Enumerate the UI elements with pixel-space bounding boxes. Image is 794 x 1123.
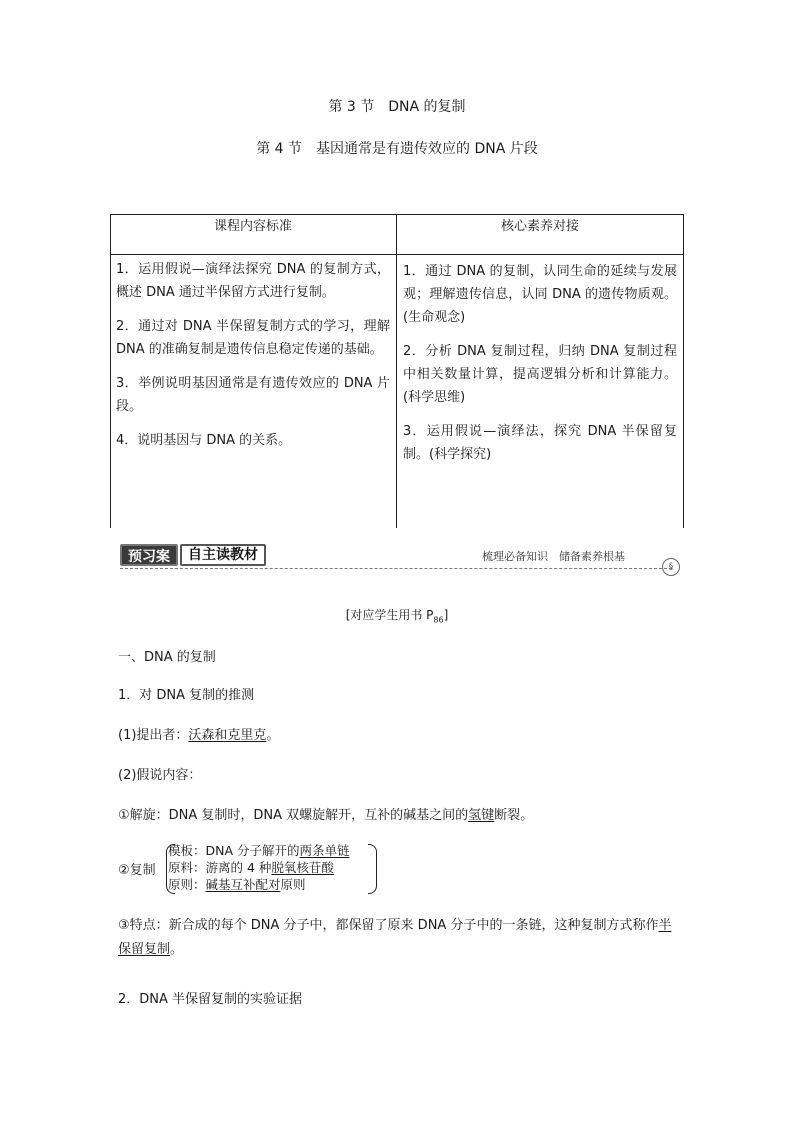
answer-blank: 碱基互补配对 xyxy=(205,877,281,892)
material-row: 原料：游离的 4 种脱氧核苷酸 xyxy=(168,860,334,875)
principle-row: 原则：碱基互补配对原则 xyxy=(168,877,306,892)
seal-icon: § xyxy=(662,558,680,576)
unwind-line: ①解旋：DNA 复制时，DNA 双螺旋解开，互补的碱基之间的氢键断裂。 xyxy=(118,808,534,823)
preview-banner xyxy=(120,542,680,578)
heading-dna-replication: 一、DNA 的复制 xyxy=(118,650,216,665)
literacy-item: 3．运用假说—演绎法，探究 DNA 半保留复制。(科学探究) xyxy=(403,424,677,462)
standard-item: 1．运用假说—演绎法探究 DNA 的复制方式，概述 DNA 通过半保留方式进行复制。 xyxy=(116,262,390,300)
answer-blank: 氢键 xyxy=(468,808,495,823)
standard-item: 2．通过对 DNA 半保留复制方式的学习，理解DNA 的准确复制是遗传信息稳定传递的基础。 xyxy=(116,319,390,357)
template-row: 模板：DNA 分子解开的两条单链 xyxy=(168,843,350,858)
replication-label: ②复制 xyxy=(118,863,156,878)
section-4-title: 第 4 节 基因通常是有遗传效应的 DNA 片段 xyxy=(256,141,538,157)
subheading-speculation: 1．对 DNA 复制的推测 xyxy=(118,688,255,703)
replication-details xyxy=(168,842,350,893)
standard-item: 4．说明基因与 DNA 的关系。 xyxy=(116,433,292,448)
badge-preview: 预习案 xyxy=(120,544,178,566)
right-brace xyxy=(368,844,377,894)
literacy-item: 2．分析 DNA 复制过程，归纳 DNA 复制过程中相关数量计算，提高逻辑分析和计算能力。(科学思维) xyxy=(403,344,677,405)
feature-paragraph: ③特点：新合成的每个 DNA 分子中，都保留了原来 DNA 分子中的一条链，这种复制方式称作半保留复制。 xyxy=(118,918,672,957)
section-3-title: 第 3 节 DNA 的复制 xyxy=(328,99,466,115)
standards-table xyxy=(110,214,684,528)
banner-slogan: 梳理必备知识 储备素养根基 xyxy=(482,550,625,563)
table-header-right: 核心素养对接 xyxy=(500,219,579,234)
replication-brace xyxy=(118,842,388,894)
banner-divider xyxy=(120,568,672,569)
curriculum-standards xyxy=(116,258,390,463)
answer-blank: 沃森和克里克 xyxy=(188,728,267,743)
proposer-line: (1)提出者：沃森和克里克。 xyxy=(118,728,280,743)
subheading-evidence: 2．DNA 半保留复制的实验证据 xyxy=(118,992,303,1007)
badge-self-study: 自主读教材 xyxy=(180,544,266,566)
literacy-item: 1．通过 DNA 的复制，认同生命的延续与发展观；理解遗传信息，认同 DNA 的遗传物质观。(生命观念) xyxy=(403,264,677,325)
standard-item: 3．举例说明基因通常是有遗传效应的 DNA 片段。 xyxy=(116,376,390,414)
answer-blank: 脱氧核苷酸 xyxy=(271,860,334,875)
table-header-left: 课程内容标准 xyxy=(213,219,292,234)
answer-blank: 半保留复制 xyxy=(118,918,672,957)
preview-badge xyxy=(120,544,266,566)
core-literacy xyxy=(403,260,677,477)
answer-blank: 两条单链 xyxy=(299,843,350,858)
hypothesis-label: (2)假说内容： xyxy=(118,768,202,783)
textbook-reference: [对应学生用书 $P_{86}$] xyxy=(345,608,449,625)
